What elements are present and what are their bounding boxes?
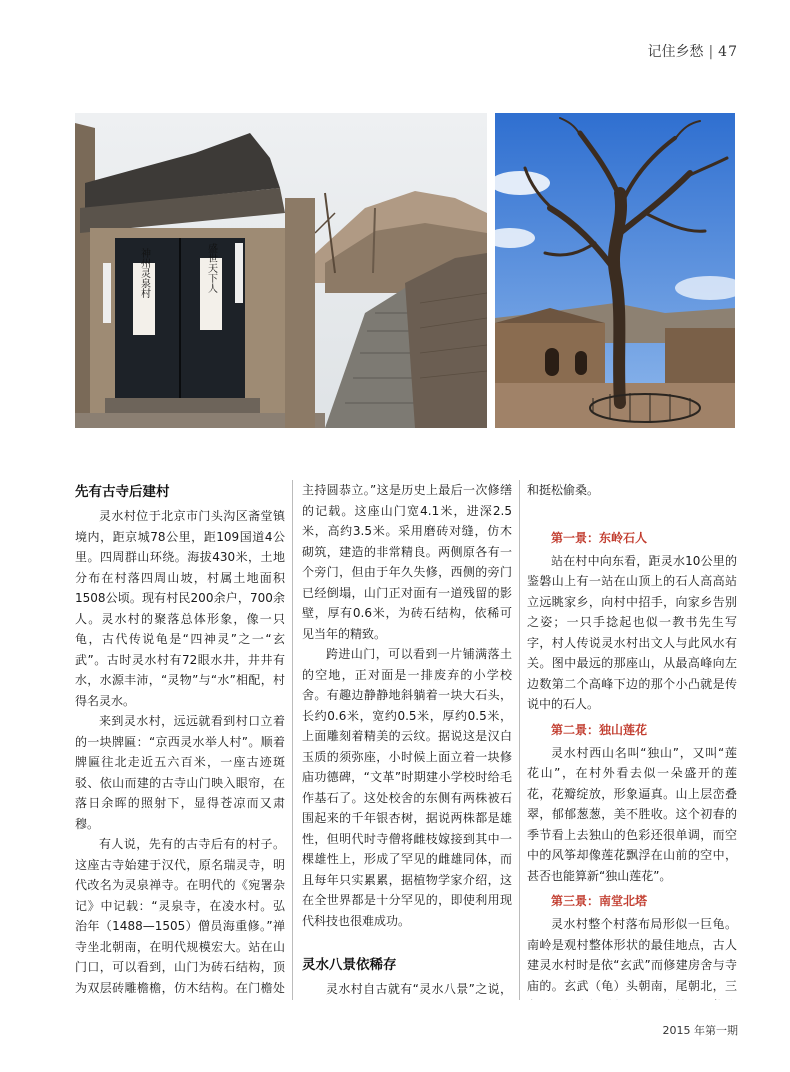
article-column-1 — [75, 480, 285, 1000]
page-number: 47 — [718, 44, 738, 60]
paragraph: 灵水村整个村落布局形似一巨龟。南岭是观村整体形状的最佳地点，古人建灵水村时是依“玄武”而修建房舍与寺庙的。玄武（龟）头朝南，尾朝北，三 — [527, 917, 737, 993]
paragraph: 跨进山门，可以看到一片铺满落土的空地，正对面是一排废弃的小学校舍。有趣边静静地斜躺着一块大石头，长约0.6米，宽约0.5米，厚约0.5米，上面雕刻着精美的云纹。据说这是汉白玉质的须弥座，小时候上面立着一块修庙功德碑，“文革”时期建小学校时给毛作基石了。这处校舍的东侧有两株被石围起来的千年银杏树，据说两株都是雄性，但明代时寺僧将雌枝嫁接到其中一棵雄性上，形成了罕见的雌雄同体，而且每年只实累累，据植物学家介绍，这在全世界都是十分罕见的，即使利用现代科技也很难成功。 — [302, 647, 512, 928]
spacer — [302, 931, 512, 953]
sign-right-text: 盛世天下人 — [205, 243, 217, 293]
paragraph: 灵水村西山名叫“独山”，又叫“莲花山”，在村外看去似一朵盛开的莲花，花瓣绽放，形象逼真。山上层峦叠翠，郁郁葱葱，美不胜收。这个初春的季节看上去独山的色彩还很单调，而空中的风筝却像莲花飘浮在山前的空中，甚否也能算新“独山莲花”。 — [527, 745, 737, 883]
scene-heading-1: 第一景：东岭石人 — [551, 530, 648, 545]
section-heading-temple: 先有古寺后建村 — [75, 484, 170, 500]
spacer — [527, 501, 737, 523]
scene-heading-3: 第三景：南堂北塔 — [551, 894, 648, 908]
article-column-2 — [302, 480, 512, 1000]
article-column-3 — [527, 480, 737, 1000]
section-heading-eight-scenes: 灵水八景依稀存 — [302, 957, 397, 973]
column-divider — [519, 480, 520, 1000]
paragraph: 来到灵水村，远远就看到村口立着的一块牌匾：“京西灵水举人村”。顺着牌匾往北走近五六百米，一座古迹斑驳、依山而建的古寺山门映入眼帘，在落日余晖的照射下，显得苍凉而又肃穆。 — [75, 714, 285, 831]
photo-ancient-tree — [495, 113, 735, 428]
paragraph: 灵水村自古就有“灵水八景”之说， — [326, 982, 512, 996]
header-divider: | — [708, 44, 714, 60]
scene-heading-2: 第二景：独山莲花 — [551, 722, 648, 737]
photo-temple-gate — [75, 113, 487, 428]
paragraph: 有人说，先有的古寺后有的村子。这座古寺始建于汉代，原名瑞灵寺，明代改名为灵泉禅寺。在明代的《宛署杂记》中记载：“灵泉寺，在凌水村。弘治年（1488—1505）僧员海重修。”禅寺坐北朝南，在明代规模宏大。站在山门口，可以看到，山门为砖石结构，顶为双层砖雕檐檐，仿木结构。在门檐处 — [75, 837, 285, 995]
paragraph: 主持圆恭立。”这是历史上最后一次修缮的记载。这座山门宽4.1米，进深2.5米，高约3.5米。采用磨砖对缝，仿木砌筑，建造的非常精良。两侧原各有一个旁门，但由于年久失修，西侧的旁门已经倒塌，山门正对面有一道残留的影壁，厚有0.6米，为砖石结构，依稀可见当年的精致。 — [302, 483, 512, 641]
column-divider — [292, 480, 293, 1000]
paragraph: 灵水村位于北京市门头沟区斋堂镇境内，距京城78公里，距109国道4公里。四周群山环绕。海拔430米，土地分布在村落四周山坡，村属土地面积1508公顷。现有村民200余户，700余人。灵水村的聚落总体形象，像一只龟，古代传说龟是“四神灵”之一“玄武”。古时灵水村有72眼水井，井井有水，水源丰沛，“灵物”与“水”相配，村得名灵水。 — [75, 509, 285, 708]
sign-left-text: 神州灵泉村 — [138, 248, 150, 298]
page-footer: 2015 年第一期 — [662, 1024, 738, 1037]
paragraph: 站在村中向东看，距灵水10公里的鉴磐山上有一站在山顶上的石人高高站立远眺家乡，向村中招手，向家乡告别之姿；一只手捻起也似一教书先生写字，村人传说灵水村出文人与此风水有关。图中最远的那座山，从最高峰向左边数第二个高峰下边的那个小凸就是传说中的石人。 — [527, 553, 737, 711]
paragraph: 和挺松偷桑。 — [527, 483, 600, 497]
section-title: 记住乡愁 — [647, 44, 704, 60]
page-header — [647, 41, 738, 61]
